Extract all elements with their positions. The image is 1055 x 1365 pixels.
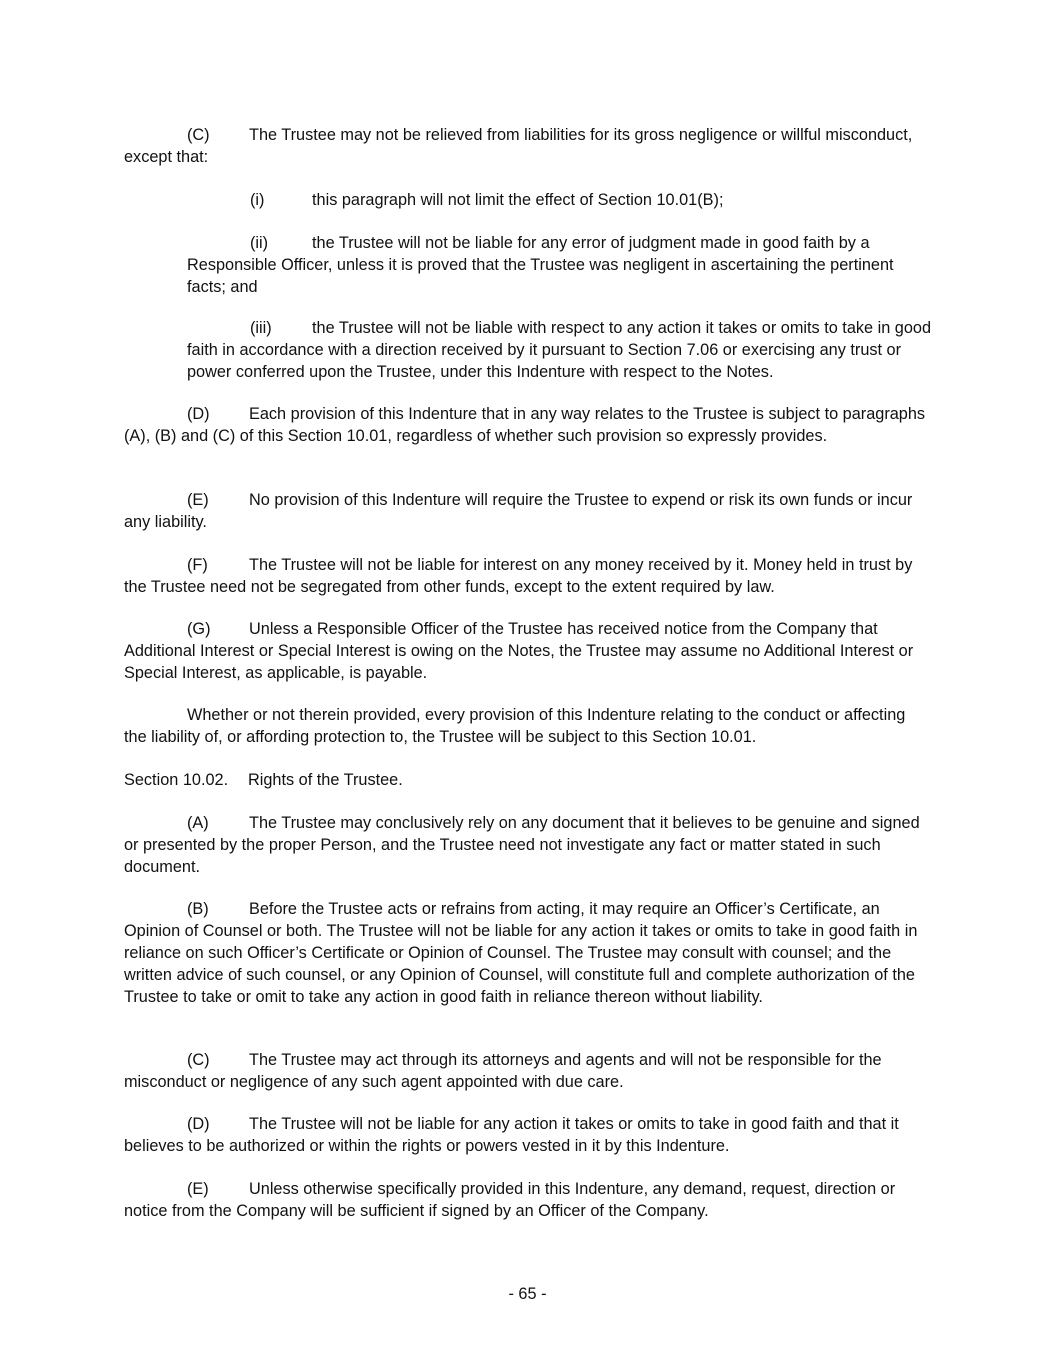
paragraph-label: (B): [187, 900, 209, 918]
paragraph-text: Each provision of this Indenture that in any way relates to the Trustee is subject to paragraphs (A), (B) and (C) of this Section 10.01, regardless of whether such provision so expressly provides.: [124, 405, 926, 445]
section-heading: [124, 769, 403, 791]
paragraph-text: The Trustee will not be liable for interest on any money received by it. Money held in trust by the Trustee need not be segregated from other funds, except to the extent required by law.: [124, 556, 913, 596]
paragraph-c: [124, 124, 930, 168]
rights-paragraph-c: [124, 1049, 930, 1093]
subparagraph-c-iii: [187, 317, 933, 383]
rights-paragraph-b: [124, 898, 930, 1008]
paragraph-text: The Trustee will not be liable for any action it takes or omits to take in good faith and that it believes to be authorized or within the rights or powers vested in it by this Indenture.: [124, 1115, 899, 1155]
paragraph-label: (C): [187, 126, 210, 144]
rights-paragraph-d: [124, 1113, 930, 1157]
section-title: Rights of the Trustee.: [248, 771, 403, 789]
paragraph-text: Whether or not therein provided, every provision of this Indenture relating to the conduct or affecting the liability of, or affording protection to, the Trustee will be subject to this Section 10.01.: [124, 706, 906, 746]
subparagraph-label: (ii): [250, 234, 269, 252]
subparagraph-text: the Trustee will not be liable for any error of judgment made in good faith by a Responsible Officer, unless it is proved that the Trustee was negligent in ascertaining the pertinent facts; and: [187, 234, 894, 296]
paragraph-label: (D): [187, 1115, 210, 1133]
subparagraph-label: (i): [250, 191, 265, 209]
subparagraph-c-ii: [187, 232, 933, 298]
paragraph-e: [124, 489, 930, 533]
paragraph-f: [124, 554, 930, 598]
rights-paragraph-a: [124, 812, 930, 878]
paragraph-g: [124, 618, 930, 684]
paragraph-label: (F): [187, 556, 208, 574]
section-number: Section 10.02.: [124, 771, 229, 789]
paragraph-d: [124, 403, 930, 447]
subparagraph-label: (iii): [250, 319, 272, 337]
paragraph-text: No provision of this Indenture will require the Trustee to expend or risk its own funds or incur any liability.: [124, 491, 913, 531]
paragraph-label: (D): [187, 405, 210, 423]
paragraph-text: Unless a Responsible Officer of the Trustee has received notice from the Company that Additional Interest or Special Interest is owing on the Notes, the Trustee may assume no Additional Interest or Special Interest, as applicable, is payable.: [124, 620, 914, 682]
subparagraph-c-i: [187, 189, 933, 211]
paragraph-text: The Trustee may not be relieved from liabilities for its gross negligence or willful misconduct, except that:: [124, 126, 913, 166]
paragraph-label: (C): [187, 1051, 210, 1069]
paragraph-label: (E): [187, 491, 209, 509]
paragraph-text: The Trustee may act through its attorneys and agents and will not be responsible for the misconduct or negligence of any such agent appointed with due care.: [124, 1051, 882, 1091]
subparagraph-text: this paragraph will not limit the effect of Section 10.01(B);: [312, 191, 724, 209]
page-number: - 65 -: [508, 1285, 547, 1303]
paragraph-label: (G): [187, 620, 211, 638]
paragraph-text: Unless otherwise specifically provided in this Indenture, any demand, request, direction or notice from the Company will be sufficient if signed by an Officer of the Company.: [124, 1180, 896, 1220]
paragraph-text: Before the Trustee acts or refrains from acting, it may require an Officer’s Certificate, an Opinion of Counsel or both. The Trustee will not be liable for any action it takes or omits to take in good faith in reliance on such Officer’s Certificate or Opinion of Counsel. The Trustee may consult with counsel; and the written advice of such counsel, or any Opinion of Counsel, will constitute full and complete authorization of the Trustee to take or omit to take any action in good faith in reliance thereon without liability.: [124, 900, 918, 1006]
paragraph-whether: [124, 704, 930, 748]
paragraph-text: The Trustee may conclusively rely on any document that it believes to be genuine and signed or presented by the proper Person, and the Trustee need not investigate any fact or matter stated in such document.: [124, 814, 920, 876]
paragraph-label: (A): [187, 814, 209, 832]
subparagraph-text: the Trustee will not be liable with respect to any action it takes or omits to take in good faith in accordance with a direction received by it pursuant to Section 7.06 or exercising any trust or power conferred upon the Trustee, under this Indenture with respect to the Notes.: [187, 319, 932, 381]
paragraph-label: (E): [187, 1180, 209, 1198]
rights-paragraph-e: [124, 1178, 930, 1222]
